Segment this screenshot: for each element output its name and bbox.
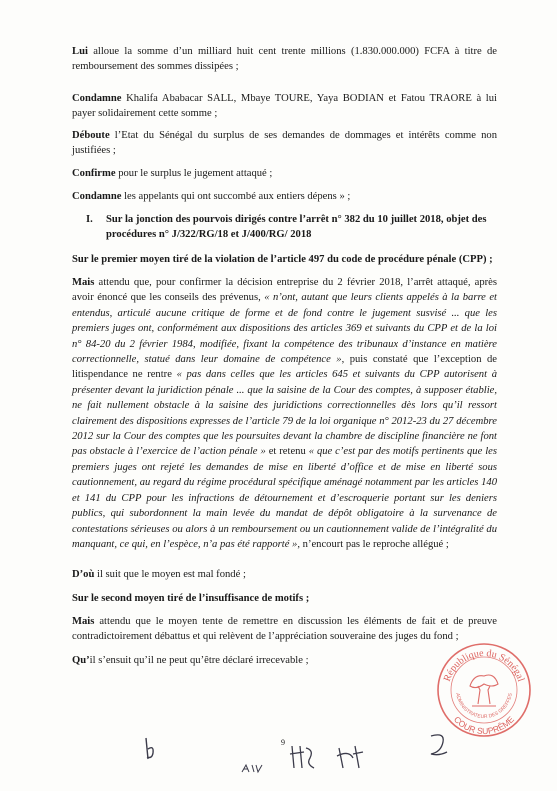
stamp-mid-text: ADMINISTRATEUR DES GREFFES (454, 692, 514, 721)
section-title: Sur la jonction des pourvois dirigés contre l’arrêt n° 382 du 10 juillet 2018, objet des procédures n° J/322/RG/18 et J/400/RG/ 2018 (106, 214, 487, 241)
section-number: I. (86, 214, 93, 225)
small-initials (240, 762, 264, 776)
paragraph-mais-second: Mais attendu que le moyen tente de remettre en discussion les éléments de fait et de preuve contradictoirement débattus et qui relèvent de l’appréciation souveraine des juges du fond ; (72, 616, 497, 643)
initial-signature-4 (425, 730, 451, 760)
stamp-bottom-text: COUR SUPRÊME (451, 714, 517, 737)
paragraph-confirme: Confirme pour le surplus le jugement attaqué ; (72, 168, 273, 179)
court-stamp (434, 640, 534, 740)
paragraph-alloue: Lui alloue la somme d’un milliard huit cent trente millions (1.830.000.000) FCFA à titre de remboursement des sommes dissipées ; (72, 46, 497, 73)
baobab-emblem-icon (470, 675, 498, 706)
paragraph-deboute: Déboute l’Etat du Sénégal du surplus de ses demandes de dommages et intérêts comme non justifiées ; (72, 130, 497, 157)
initial-signature-3 (335, 742, 365, 772)
page-number: 9 (281, 738, 285, 747)
moyen-1-title: Sur le premier moyen tiré de la violation de l’article 497 du code de procédure pénale (CPP) ; (72, 254, 493, 265)
paragraph-condamne-appelants: Condamne les appelants qui ont succombé aux entiers dépens » ; (72, 191, 351, 202)
paragraph-condamne-sall: Condamne Khalifa Ababacar SALL, Mbaye TOURE, Yaya BODIAN et Fatou TRAORE à lui payer solidairement cette somme ; (72, 93, 497, 120)
initial-signature-1 (140, 735, 160, 763)
paragraph-quil: Qu’il s’ensuit qu’il ne peut qu’être déclaré irrecevable ; (72, 655, 309, 666)
svg-text:République du Sénégal (442, 648, 527, 683)
moyen-2-title: Sur le second moyen tiré de l’insuffisance de motifs ; (72, 593, 310, 604)
initial-signature-2 (288, 742, 320, 772)
paragraph-mais-main: Mais attendu que, pour confirmer la décision entreprise du 2 février 2018, l’arrêt attaqué, après avoir énoncé que les conseils des prévenus, « n’ont, autant que leurs clients appelés à la barre et entendus, articulé aucune critique de forme et de fond contre le jugement susvisé ... que les premiers juges ont, conformément aux dispositions des articles 369 et suivants du CPP et de la loi n° 84-20 du 2 février 1984, modifiée, fixant la compétence des tribunaux d’instance en matière correctionnelle, statué dans leur domaine de compétence », puis constaté que l’exception de litispendance ne rentre « pas dans celles que les articles 645 et suivants du CPP autorisent à présenter devant la juridiction pénale ... que la saisine de la Cour des comptes, à supposer établie, ne fait nullement obstacle à la saisine des juridictions correctionnelles dès lors qu’il ressort clairement des dispositions expresses de l’article 79 de la loi organique n° 2012-23 du 27 décembre 2012 sur la Cour des comptes que les poursuites devant la chambre de discipline financière ne font pas obstacle à l’exercice de l’action pénale » et retenu « que c’est par des motifs pertinents que les premiers juges ont rejeté les demandes de mise en liberté d’office et de mise en liberté sous cautionnement, au regard du régime procédural spécifique aménagé notamment par les articles 140 et 141 du CPP pour les infractions de détournement et d’escroquerie portant sur les deniers publics, qui subordonnent la main levée du mandat de dépôt obligatoire à la survenance de contestations sérieuses ou alors à un remboursement ou un cautionnement valide de l’intégralité du manquant, ce qui, en l’espèce, n’a pas été rapporté », n’encourt pas le reproche allégué ; (72, 277, 497, 550)
stamp-top-text: République du Sénégal (441, 647, 527, 684)
paragraph-dou: D’où il suit que le moyen est mal fondé ; (72, 569, 246, 580)
